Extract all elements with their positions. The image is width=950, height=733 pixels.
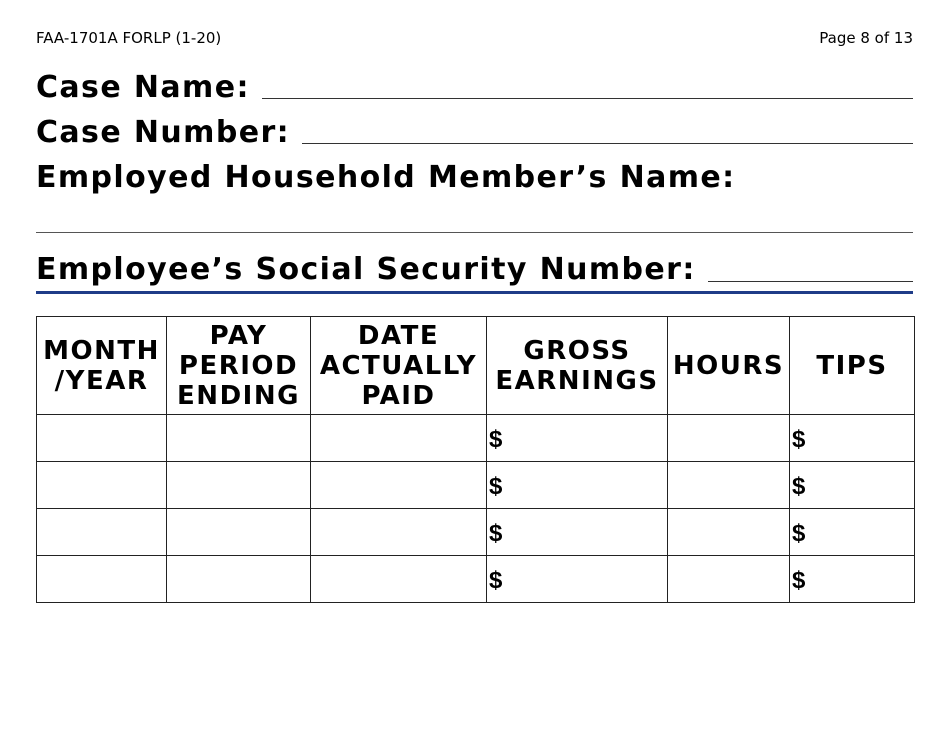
table-cell-pay-period-ending[interactable] <box>167 462 311 509</box>
table-row <box>37 462 915 509</box>
table-cell-pay-period-ending[interactable] <box>167 556 311 603</box>
column-header-month-year <box>37 317 167 415</box>
column-header-gross-earnings <box>487 317 668 415</box>
table-cell-date-actually-paid[interactable] <box>311 462 487 509</box>
table-row <box>37 415 915 462</box>
table-cell-gross-earnings[interactable]: $ <box>487 509 668 556</box>
column-header-line: DATE <box>357 320 440 351</box>
column-header-date-actually-paid <box>311 317 487 415</box>
table-cell-tips[interactable]: $ <box>790 556 915 603</box>
column-header-line: MONTH <box>43 335 160 366</box>
table-cell-hours[interactable] <box>668 509 790 556</box>
column-header-line: /YEAR <box>54 365 149 396</box>
table-cell-month-year[interactable] <box>37 415 167 462</box>
column-header-line: ENDING <box>177 380 300 411</box>
table-cell-pay-period-ending[interactable] <box>167 509 311 556</box>
column-header-line: HOURS <box>672 350 785 381</box>
section-divider <box>36 291 913 294</box>
case-name-input-line[interactable] <box>262 98 913 99</box>
table-cell-tips[interactable]: $ <box>790 462 915 509</box>
table-cell-hours[interactable] <box>668 556 790 603</box>
column-header-hours <box>668 317 790 415</box>
case-number-input-line[interactable] <box>302 143 913 144</box>
member-name-input-line[interactable] <box>36 232 913 233</box>
ssn-label: Employee’s Social Security Number: <box>36 252 696 287</box>
column-header-line: GROSS <box>523 335 631 366</box>
page-number: Page 8 of 13 <box>819 29 913 47</box>
table-cell-hours[interactable] <box>668 415 790 462</box>
form-id: FAA-1701A FORLP (1-20) <box>36 29 222 47</box>
case-name-field <box>36 70 913 105</box>
earnings-table-header <box>37 317 915 415</box>
table-cell-month-year[interactable] <box>37 509 167 556</box>
earnings-table-body <box>37 415 915 603</box>
ssn-field <box>36 252 913 287</box>
table-cell-gross-earnings[interactable]: $ <box>487 462 668 509</box>
table-cell-gross-earnings[interactable]: $ <box>487 556 668 603</box>
column-header-line: ACTUALLY <box>319 350 478 381</box>
column-header-pay-period-ending <box>167 317 311 415</box>
table-cell-tips[interactable]: $ <box>790 415 915 462</box>
case-name-label: Case Name: <box>36 70 250 105</box>
column-header-tips <box>790 317 915 415</box>
column-header-line: EARNINGS <box>495 365 659 396</box>
earnings-table <box>36 316 915 603</box>
ssn-input-line[interactable] <box>708 281 913 282</box>
column-header-line: PAID <box>361 380 436 411</box>
column-header-line: PAY <box>209 320 268 351</box>
table-cell-gross-earnings[interactable]: $ <box>487 415 668 462</box>
table-cell-pay-period-ending[interactable] <box>167 415 311 462</box>
table-row <box>37 509 915 556</box>
table-cell-month-year[interactable] <box>37 462 167 509</box>
table-row <box>37 556 915 603</box>
table-cell-date-actually-paid[interactable] <box>311 556 487 603</box>
column-header-line: TIPS <box>816 350 888 381</box>
table-cell-date-actually-paid[interactable] <box>311 415 487 462</box>
column-header-line: PERIOD <box>178 350 299 381</box>
table-cell-date-actually-paid[interactable] <box>311 509 487 556</box>
member-name-field <box>36 160 913 195</box>
case-number-label: Case Number: <box>36 115 291 150</box>
case-number-field <box>36 115 913 150</box>
table-cell-month-year[interactable] <box>37 556 167 603</box>
table-cell-hours[interactable] <box>668 462 790 509</box>
member-name-label: Employed Household Member’s Name: <box>36 160 736 195</box>
table-cell-tips[interactable]: $ <box>790 509 915 556</box>
